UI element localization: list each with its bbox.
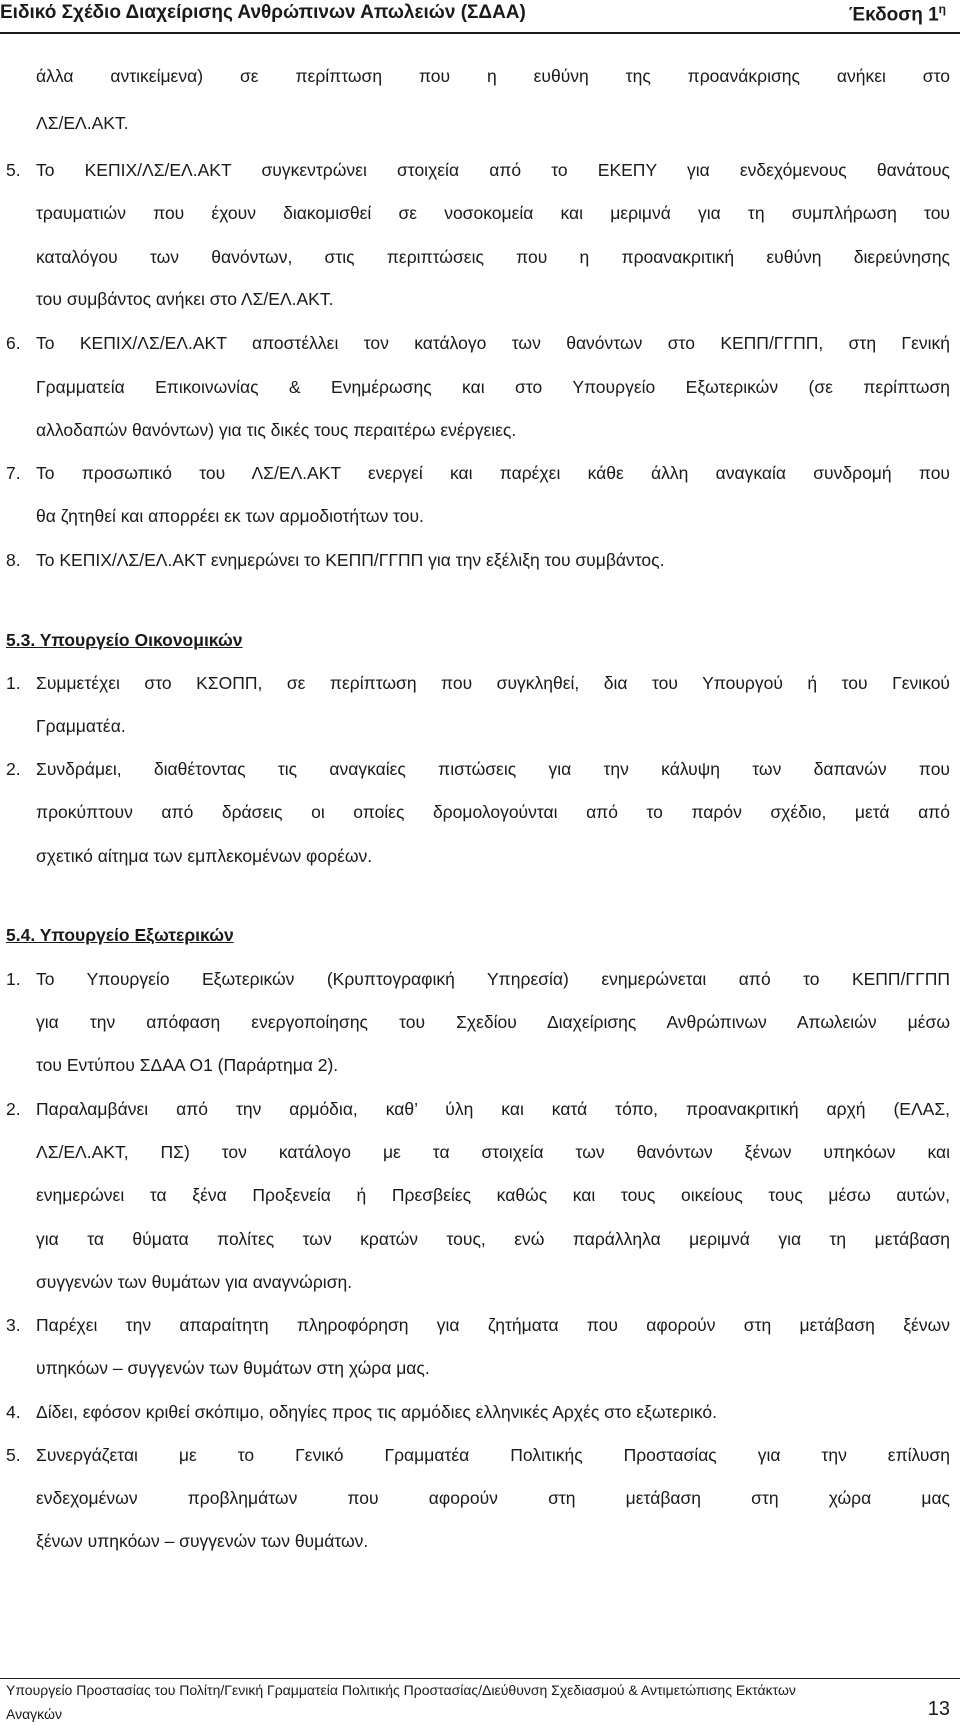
line-text: Το ΚΕΠΙΧ/ΛΣ/ΕΛ.ΑΚΤ αποστέλλει τον κατάλογο των θανόντων στο ΚΕΠΠ/ΓΓΠΠ, στη Γενική: [36, 333, 950, 353]
section-heading: [0, 921, 960, 949]
edition-text: Έκδοση 1: [848, 4, 939, 26]
header-title: Ειδικό Σχέδιο Διαχείρισης Ανθρώπινων Απωλειών (ΣΔΑΑ): [0, 2, 526, 23]
list-item-number: 7.: [6, 463, 21, 483]
text-line: [0, 285, 960, 313]
list-item-number: 1.: [6, 673, 21, 693]
line-text: ενδεχομένων προβλημάτων που αφορούν στη μετάβαση στη χώρα μας: [36, 1488, 950, 1508]
section-heading-text: 5.4. Υπουργείο Εξωτερικών: [6, 925, 234, 945]
section-heading-text: 5.3. Υπουργείο Οικονομικών: [6, 630, 243, 650]
line-text: ΛΣ/ΕΛ.ΑΚΤ.: [36, 113, 129, 133]
line-text: Συνεργάζεται με το Γενικό Γραμματέα Πολιτικής Προστασίας για την επίλυση: [36, 1445, 950, 1465]
line-text: προκύπτουν από δράσεις οι οποίες δρομολογούνται από το παρόν σχέδιο, μετά από: [36, 802, 950, 822]
section-heading: [0, 626, 960, 654]
line-text: καταλόγου των θανόντων, στις περιπτώσεις που η προανακριτική ευθύνη διερεύνησης: [36, 247, 950, 267]
line-text: για τα θύματα πολίτες των κρατών τους, ενώ παράλληλα μεριμνά για τη μετάβαση: [36, 1229, 950, 1249]
text-line: [0, 1527, 960, 1555]
text-line: [0, 1398, 960, 1426]
text-line: [0, 1441, 960, 1469]
page-number: 13: [927, 1698, 950, 1720]
text-line: [0, 502, 960, 530]
text-line: [0, 1484, 960, 1512]
text-line: [0, 842, 960, 870]
list-item-number: 8.: [6, 550, 21, 570]
line-text: Παραλαμβάνει από την αρμόδια, καθ’ ύλη και κατά τόπο, προανακριτική αρχή (ΕΛΑΣ,: [36, 1099, 950, 1119]
text-line: [0, 669, 960, 697]
list-item-number: 2.: [6, 759, 21, 779]
text-line: [0, 712, 960, 740]
list-item-number: 1.: [6, 969, 21, 989]
list-item-number: 5.: [6, 160, 21, 180]
line-text: ξένων υπηκόων – συγγενών των θυμάτων.: [36, 1531, 369, 1551]
text-line: [0, 1008, 960, 1036]
line-text: ενημερώνει τα ξένα Προξενεία ή Πρεσβείες καθώς και τους οικείους τους μέσω αυτών,: [36, 1185, 950, 1205]
line-text: σχετικό αίτημα των εμπλεκομένων φορέων.: [36, 846, 373, 866]
line-text: άλλα αντικείμενα) σε περίπτωση που η ευθύνη της προανάκρισης ανήκει στο: [36, 66, 950, 86]
line-text: ΛΣ/ΕΛ.ΑΚΤ, ΠΣ) τον κατάλογο με τα στοιχεία των θανόντων ξένων υπηκόων και: [36, 1142, 950, 1162]
text-line: [0, 416, 960, 444]
text-line: [0, 373, 960, 401]
text-line: [0, 798, 960, 826]
line-text: Το Υπουργείο Εξωτερικών (Κρυπτογραφική Υπηρεσία) ενημερώνεται από το ΚΕΠΠ/ΓΓΠΠ: [36, 969, 950, 989]
line-text: Γραμματεία Επικοινωνίας & Ενημέρωσης και στο Υπουργείο Εξωτερικών (σε περίπτωση: [36, 377, 950, 397]
line-text: Το προσωπικό του ΛΣ/ΕΛ.ΑΚΤ ενεργεί και παρέχει κάθε άλλη αναγκαία συνδρομή που: [36, 463, 950, 483]
page-footer: [0, 1678, 960, 1726]
list-item-number: 3.: [6, 1315, 21, 1335]
line-text: αλλοδαπών θανόντων) για τις δικές τους περαιτέρω ενέργειες.: [36, 420, 517, 440]
text-line: [0, 243, 960, 271]
line-text: συγγενών των θυμάτων για αναγνώριση.: [36, 1272, 353, 1292]
text-line: [0, 1354, 960, 1382]
footer-line-2: Αναγκών: [6, 1706, 62, 1722]
text-line: [0, 199, 960, 227]
line-text: του Εντύπου ΣΔΑΑ Ο1 (Παράρτημα 2).: [36, 1055, 339, 1075]
text-line: [0, 329, 960, 357]
line-text: τραυματιών που έχουν διακομισθεί σε νοσοκομεία και μεριμνά για τη συμπλήρωση του: [36, 203, 950, 223]
footer-line-1: Υπουργείο Προστασίας του Πολίτη/Γενική Γραμματεία Πολιτικής Προστασίας/Διεύθυνση Σχεδιασμού & Αντιμετώπισης Εκτάκτων: [6, 1682, 796, 1698]
text-line: [0, 755, 960, 783]
line-text: υπηκόων – συγγενών των θυμάτων στη χώρα μας.: [36, 1358, 430, 1378]
text-line: [0, 1051, 960, 1079]
text-line: [0, 1268, 960, 1296]
list-item-number: 4.: [6, 1402, 21, 1422]
list-item-number: 6.: [6, 333, 21, 353]
line-text: για την απόφαση ενεργοποίησης του Σχεδίου Διαχείρισης Ανθρώπινων Απωλειών μέσω: [36, 1012, 950, 1032]
text-line: [0, 156, 960, 184]
line-text: του συμβάντος ανήκει στο ΛΣ/ΕΛ.ΑΚΤ.: [36, 289, 334, 309]
line-text: θα ζητηθεί και απορρέει εκ των αρμοδιοτήτων του.: [36, 506, 424, 526]
line-text: Παρέχει την απαραίτητη πληροφόρηση για ζητήματα που αφορούν στη μετάβαση ξένων: [36, 1315, 950, 1335]
line-text: Συμμετέχει στο ΚΣΟΠΠ, σε περίπτωση που συγκληθεί, δια του Υπουργού ή του Γενικού: [36, 673, 950, 693]
edition-superscript: η: [938, 2, 946, 16]
text-line: [0, 1225, 960, 1253]
text-line: [0, 1311, 960, 1339]
line-text: Το ΚΕΠΙΧ/ΛΣ/ΕΛ.ΑΚΤ συγκεντρώνει στοιχεία από το ΕΚΕΠΥ για ενδεχόμενους θανάτους: [36, 160, 950, 180]
text-line: [0, 1138, 960, 1166]
line-text: Συνδράμει, διαθέτοντας τις αναγκαίες πιστώσεις για την κάλυψη των δαπανών που: [36, 759, 950, 779]
text-line: [0, 459, 960, 487]
line-text: Δίδει, εφόσον κριθεί σκόπιμο, οδηγίες προς τις αρμόδιες ελληνικές Αρχές στο εξωτερικό.: [36, 1402, 717, 1422]
line-text: Το ΚΕΠΙΧ/ΛΣ/ΕΛ.ΑΚΤ ενημερώνει το ΚΕΠΠ/ΓΓΠΠ για την εξέλιξη του συμβάντος.: [36, 550, 665, 570]
text-line: [0, 546, 960, 574]
page-header: [0, 0, 960, 34]
text-line: [0, 109, 960, 137]
header-edition: [849, 2, 946, 26]
text-line: [0, 62, 960, 90]
list-item-number: 2.: [6, 1099, 21, 1119]
text-line: [0, 1095, 960, 1123]
text-line: [0, 965, 960, 993]
line-text: Γραμματέα.: [36, 716, 126, 736]
list-item-number: 5.: [6, 1445, 21, 1465]
text-line: [0, 1181, 960, 1209]
